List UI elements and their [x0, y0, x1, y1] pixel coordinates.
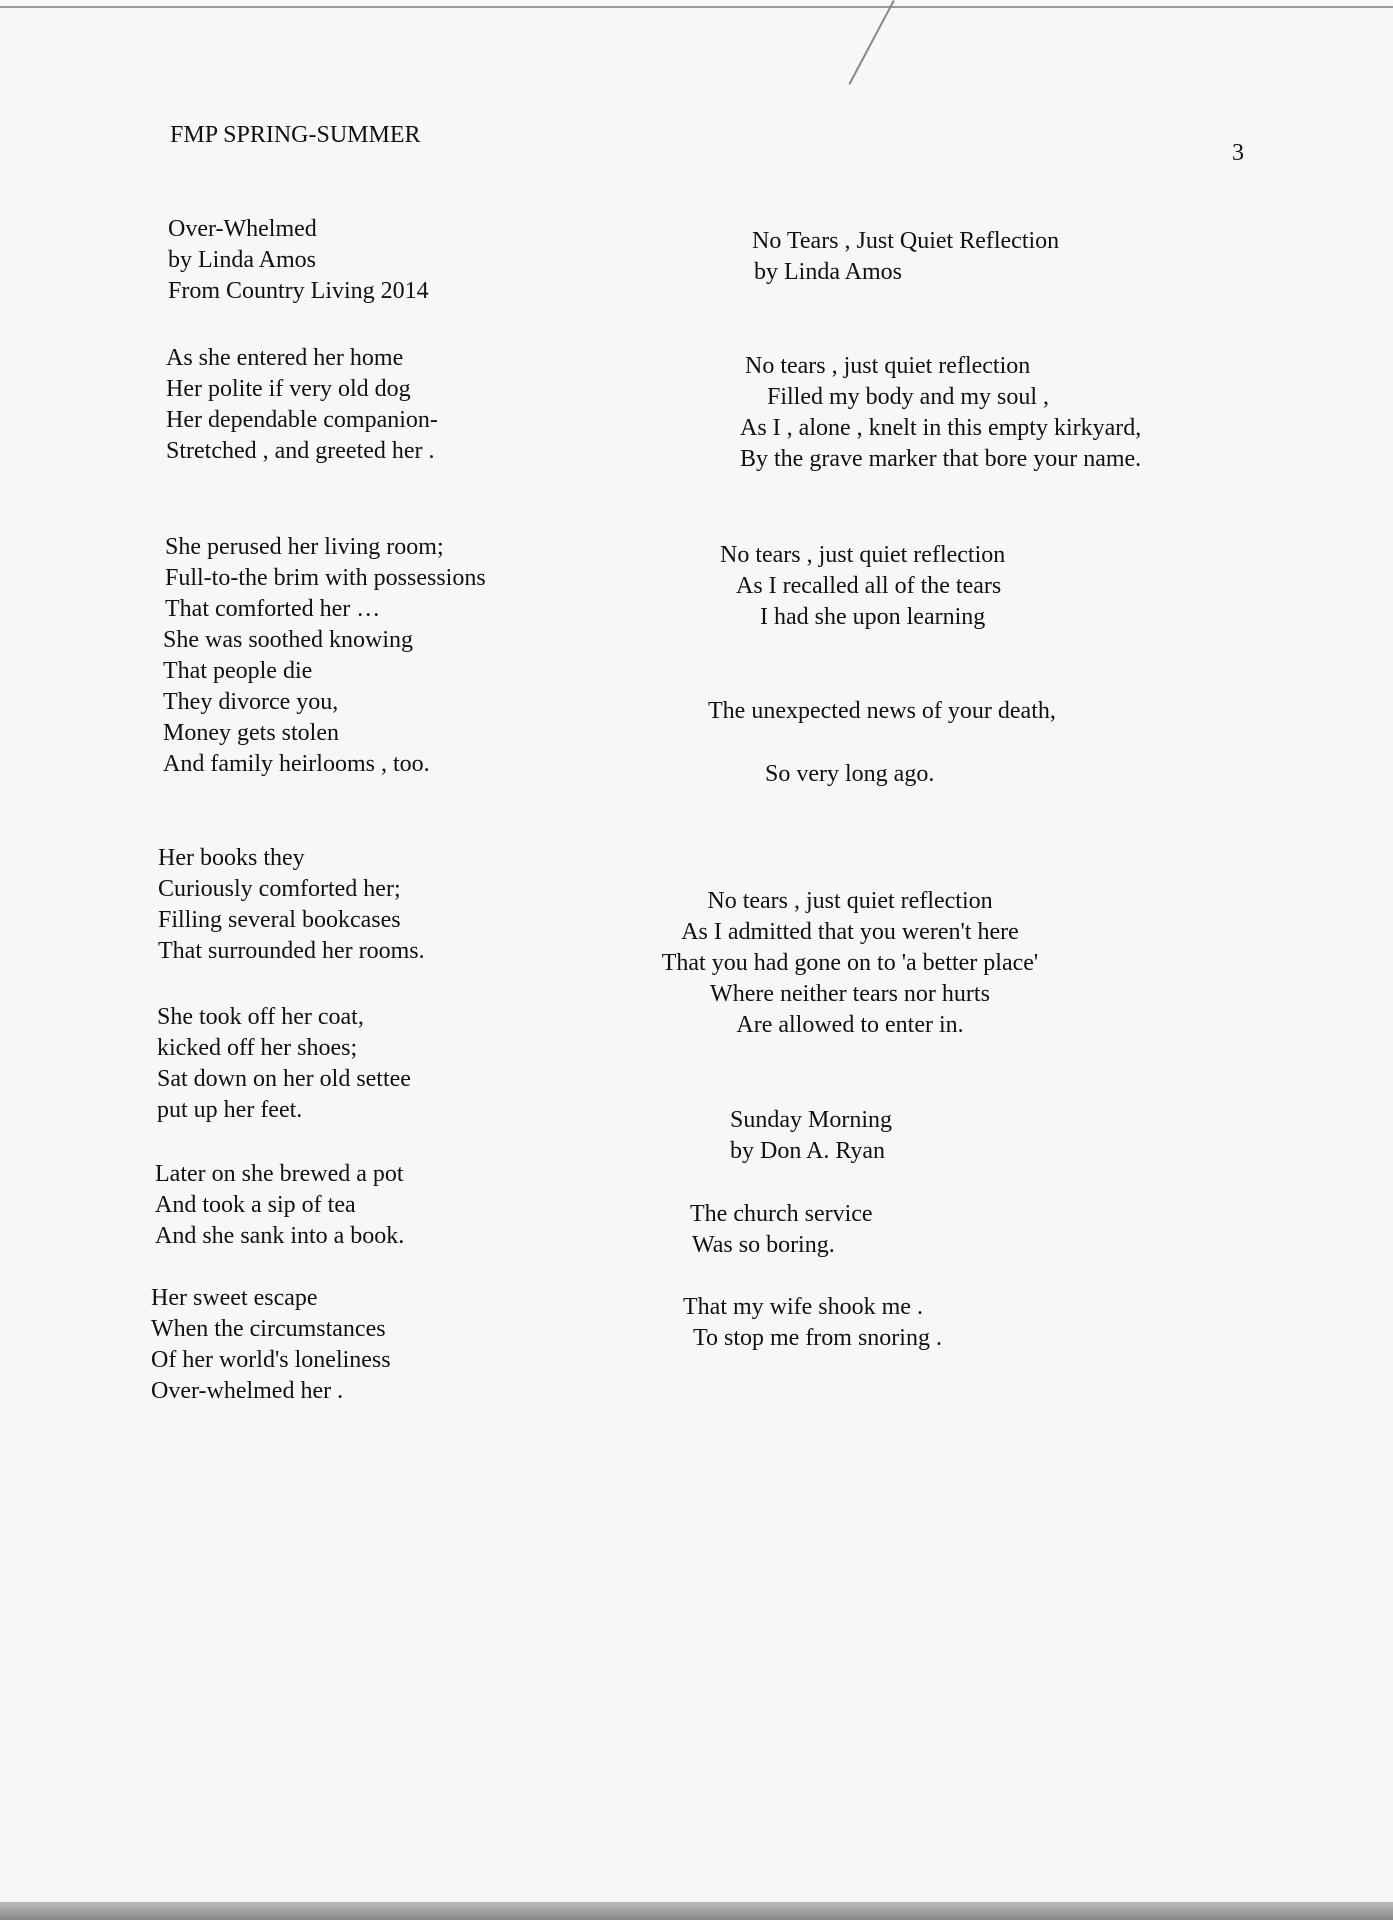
poem-line: Full-to-the brim with possessions: [165, 565, 486, 591]
stanza: [765, 759, 934, 790]
poem-author: by Don A. Ryan: [730, 1138, 886, 1164]
poem-line: kicked off her shoes;: [157, 1035, 358, 1061]
poem-line: Sat down on her old settee: [157, 1066, 411, 1092]
poem-line: No tears , just quiet reflection: [707, 888, 993, 914]
stanza: [158, 843, 425, 967]
stanza: [151, 1283, 391, 1407]
poem-line: That surrounded her rooms.: [158, 938, 425, 964]
poem-line: Filled my body and my soul ,: [767, 384, 1049, 410]
poem-title-block: [752, 226, 1059, 288]
poem-title: Sunday Morning: [730, 1107, 892, 1133]
stanza: [157, 1002, 411, 1126]
stanza: [720, 540, 1005, 633]
poem-line: Her books they: [158, 845, 305, 871]
poem-line: Are allowed to enter in.: [736, 1012, 964, 1038]
poem-line: And she sank into a book.: [155, 1223, 405, 1249]
poem-line: The unexpected news of your death,: [708, 698, 1056, 724]
poem-line: As I , alone , knelt in this empty kirkyard,: [740, 415, 1142, 441]
poem-title-block: [168, 214, 429, 307]
poem-line: Stretched , and greeted her .: [166, 438, 435, 464]
scan-mark: [848, 0, 894, 85]
scan-edge-bottom: [0, 1902, 1393, 1920]
poem-line: Her dependable companion-: [166, 407, 438, 433]
poem-author: by Linda Amos: [754, 259, 902, 285]
poem-line: So very long ago.: [765, 761, 935, 787]
poem-line: That comforted her …: [165, 596, 381, 622]
poem-source: From Country Living 2014: [168, 278, 429, 304]
poem-line: She perused her living room;: [165, 534, 444, 560]
stanza: [630, 886, 1070, 1041]
poem-line: Where neither tears nor hurts: [710, 981, 990, 1007]
poem-line: To stop me from snoring .: [693, 1325, 942, 1351]
poem-line: They divorce you,: [163, 689, 339, 715]
stanza: [165, 532, 486, 625]
poem-line: As I recalled all of the tears: [736, 573, 1002, 599]
poem-line: By the grave marker that bore your name.: [740, 446, 1142, 472]
poem-line: No tears , just quiet reflection: [720, 542, 1006, 568]
poem-title-block: [730, 1105, 892, 1167]
page-number: 3: [1232, 140, 1244, 166]
poem-line: I had she upon learning: [760, 604, 986, 630]
poem-line: And family heirlooms , too.: [163, 751, 430, 777]
poem-author: by Linda Amos: [168, 247, 316, 273]
poem-line: Over-whelmed her .: [151, 1378, 344, 1404]
stanza: [740, 351, 1180, 475]
poem-line: The church service: [690, 1201, 873, 1227]
poem-line: Her sweet escape: [151, 1285, 318, 1311]
stanza: [690, 1199, 873, 1261]
poem-line: Filling several bookcases: [158, 907, 401, 933]
poem-line: As I admitted that you weren't here: [681, 919, 1019, 945]
poem-title: Over-Whelmed: [168, 216, 317, 242]
poem-line: As she entered her home: [166, 345, 404, 371]
poem-line: Later on she brewed a pot: [155, 1161, 404, 1187]
page-header: FMP SPRING-SUMMER: [170, 122, 421, 148]
scan-edge-top: [0, 6, 1393, 8]
stanza: [683, 1292, 942, 1354]
stanza: [166, 343, 438, 467]
poem-line: That my wife shook me .: [683, 1294, 923, 1320]
poem-line: And took a sip of tea: [155, 1192, 356, 1218]
poem-line: Money gets stolen: [163, 720, 339, 746]
poem-line: Was so boring.: [692, 1232, 835, 1258]
poem-line: put up her feet.: [157, 1097, 303, 1123]
stanza: [708, 696, 1056, 727]
poem-line: That people die: [163, 658, 313, 684]
poem-line: Of her world's loneliness: [151, 1347, 391, 1373]
poem-line: That you had gone on to 'a better place': [661, 950, 1039, 976]
poem-line: Curiously comforted her;: [158, 876, 401, 902]
poem-line: Her polite if very old dog: [166, 376, 411, 402]
poem-line: When the circumstances: [151, 1316, 386, 1342]
stanza: [163, 625, 430, 780]
poem-line: She took off her coat,: [157, 1004, 364, 1030]
poem-line: She was soothed knowing: [163, 627, 413, 653]
poem-title: No Tears , Just Quiet Reflection: [752, 228, 1060, 254]
poem-line: No tears , just quiet reflection: [745, 353, 1031, 379]
stanza: [155, 1159, 404, 1252]
